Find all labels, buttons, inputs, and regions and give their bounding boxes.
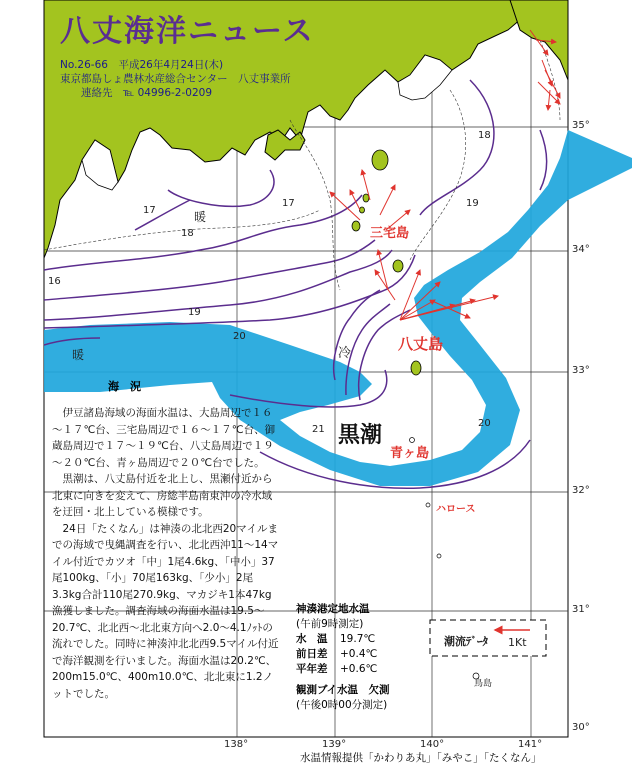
legend-label: 潮流ﾃﾞｰﾀ <box>444 635 488 648</box>
lon-139: 139° <box>322 739 347 750</box>
isotherm-label-20b: 20 <box>478 418 491 429</box>
isotherm-label-20: 20 <box>233 331 246 342</box>
lat-35: 35° <box>572 120 590 131</box>
warm-water-label: 暖 <box>194 210 207 224</box>
aogashima-label: 青ヶ島 <box>390 446 430 461</box>
lat-30: 30° <box>572 722 590 733</box>
lat-33: 33° <box>572 365 590 376</box>
lat-31: 31° <box>572 604 590 615</box>
isotherm-label-18b: 18 <box>478 130 491 141</box>
issue-date: 平成26年4月24日(木) <box>118 59 224 71</box>
harohse-label: ハロース <box>436 504 476 515</box>
station-title: 神湊港定地水温 <box>296 603 370 615</box>
isotherm-label-16: 16 <box>48 276 61 287</box>
report-text <box>52 405 280 702</box>
issue-info <box>60 58 291 100</box>
station-row-value: 19.7℃ <box>340 633 376 645</box>
isotherm-label-18: 18 <box>181 228 194 239</box>
station-temperature <box>296 602 390 713</box>
lon-140: 140° <box>420 739 445 750</box>
miyakejima-label: 三宅島 <box>370 226 410 241</box>
station-row-label: 水 温 <box>296 633 328 645</box>
legend-scale: 1Kt <box>508 636 527 649</box>
issue-org: 東京都島しょ農林水産総合センター 八丈事業所 <box>60 73 291 85</box>
report-paragraph-3: 24日「たくなん」は神湊の北北西20マイルまでの海域で曳縄調査を行い、北北西沖11～14マイル付近でカツオ「中」1尾4.6kg、「中小」37尾100kg、「小」70尾163kg、「少小」2尾3.3kg合計110尾270.9kg、マカジキ1本47kg漁獲しました。調査海域の海面水温は19.5～20.7℃、北北西～北北東方向へ2.0～4.1ﾉｯﾄの流れでした。同時に神湊沖北北西9.5マイル付近で海洋観測を行いました。海面水温は20.2℃、200m15.0℃、400m10.0℃、北北東に1.2ノットでした。 <box>52 522 279 700</box>
cold-water-label: 冷 <box>338 346 352 361</box>
island-mikurajima <box>393 260 403 272</box>
warm-water-label-2: 暖 <box>72 348 85 362</box>
station-row-value: +0.4℃ <box>340 648 378 660</box>
lon-141: 141° <box>518 739 543 750</box>
issue-number: No.26-66 <box>60 59 108 71</box>
island-oshima <box>372 150 388 170</box>
buoy-time: (午後0時00分測定) <box>296 699 388 711</box>
data-credit: 水温情報提供「かわりあ丸」「みやこ」「たくなん」 <box>300 752 542 764</box>
station-row-label: 前日差 <box>296 648 328 660</box>
station-row-label: 平年差 <box>296 663 328 675</box>
hachijojima-label: 八丈島 <box>398 335 444 353</box>
lon-138: 138° <box>224 739 249 750</box>
contact-label: 連絡先 <box>81 87 113 99</box>
lat-34: 34° <box>572 244 590 255</box>
contact-phone: ℡ 04996-2-0209 <box>123 87 212 99</box>
page-title: 八丈海洋ニュース <box>60 14 315 49</box>
isotherm-label-17: 17 <box>143 205 156 216</box>
torishima-label: 鳥島 <box>474 679 493 689</box>
isotherm-label-19b: 19 <box>466 198 479 209</box>
isotherm-label-17b: 17 <box>282 198 295 209</box>
report-paragraph-2: 黒潮は、八丈島付近を北上し、黒瀬付近から北東に向きを変えて、房総半島南東沖の冷水域を迂回・北上している模様です。 <box>52 473 273 518</box>
isotherm-label-21: 21 <box>312 424 325 435</box>
station-row-value: +0.6℃ <box>340 663 378 675</box>
buoy-title: 観測ブイ水温 欠測 <box>296 684 390 696</box>
isotherm-label-19: 19 <box>188 307 201 318</box>
island-hachijojima <box>411 361 421 375</box>
kaikyo-heading: 海 況 <box>108 380 141 393</box>
kuroshio-label: 黒潮 <box>338 423 383 448</box>
report-paragraph-1: 伊豆諸島海域の海面水温は、大島周辺で１６～１７℃台、三宅島周辺で１６～１７℃台、御蔵島周辺で１７～１９℃台、八丈島周辺で１９～２０℃台、青ヶ島周辺で２０℃台でした。 <box>52 407 276 469</box>
station-time: (午前9時測定) <box>296 618 364 630</box>
lat-32: 32° <box>572 485 590 496</box>
